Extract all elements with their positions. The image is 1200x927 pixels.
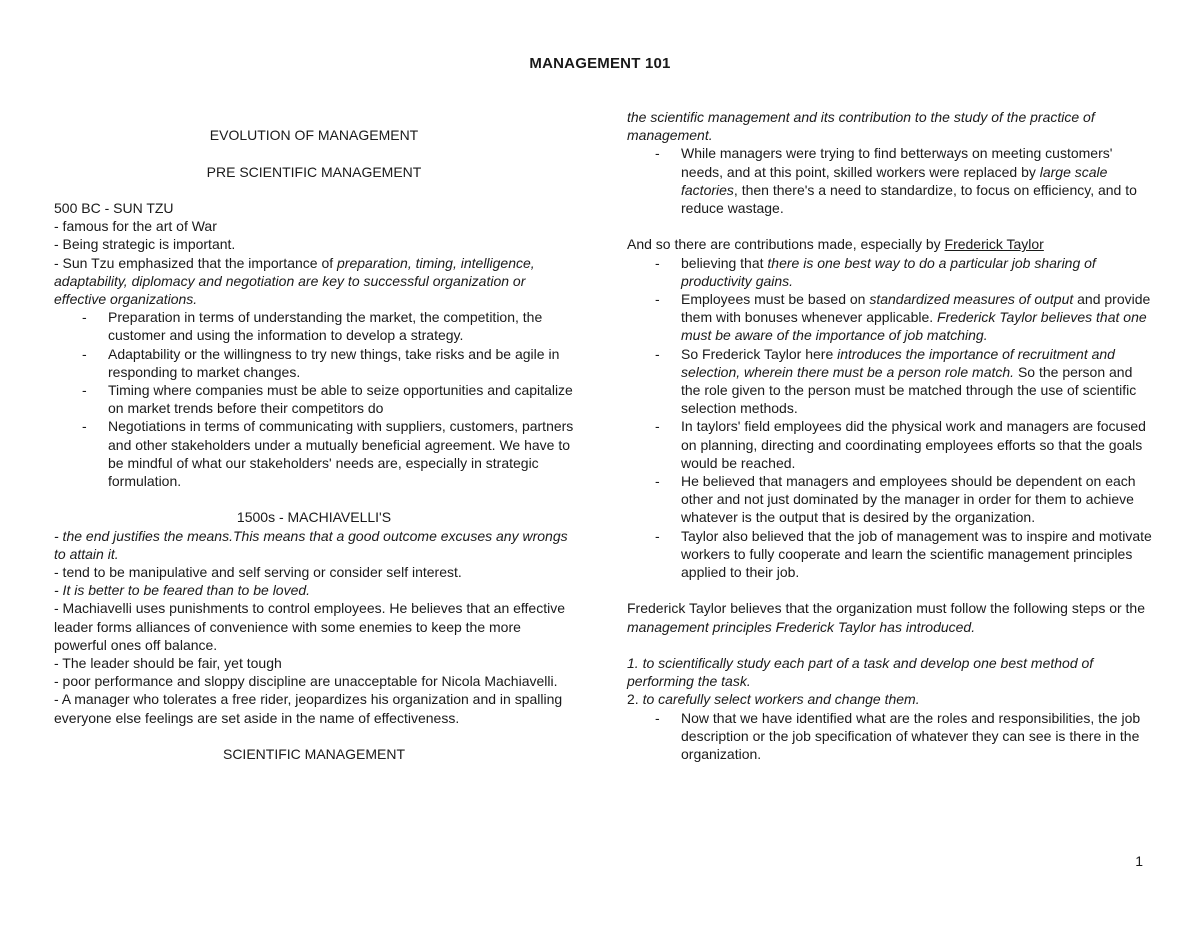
- step-1: [627, 654, 1152, 690]
- page-number: 1: [1135, 853, 1143, 869]
- list-item: - He believed that managers and employees should be dependent on each other and not just dominated by the manager in order for them to achieve whatever is the output that is desired by the organization.: [627, 472, 1152, 527]
- italic-span: - the end justifies the means.This means that a good outcome excuses any wrongs to attain it.: [54, 527, 568, 562]
- italic-span: large scale factories: [681, 163, 1108, 198]
- text-span: , then there's a need to standardize, to focus on efficiency, and to reduce wastage.: [681, 181, 1137, 217]
- text-span: and provide them with bonuses whenever applicable.: [681, 291, 1151, 326]
- sun-tzu-line: - famous for the art of War: [54, 218, 217, 235]
- text-span: And so there are contributions made, especially by: [627, 236, 945, 253]
- sun-tzu-emphasis: [54, 254, 574, 309]
- sun-tzu-line: - Being strategic is important.: [54, 236, 236, 253]
- list-item: - Adaptability or the willingness to try new things, take risks and be agile in responding to market changes.: [54, 345, 574, 381]
- taylor-bullets: [627, 254, 1152, 582]
- list-item: - Taylor also believed that the job of management was to inspire and motivate workers to fully cooperate and learn the scientific management principles applied to their job.: [627, 527, 1152, 582]
- italic-span: introduces the importance of recruitment and selection, wherein there must be a person role match.: [681, 345, 1115, 380]
- heading-sun-tzu: 500 BC - SUN TZU: [54, 199, 174, 216]
- list-item: - Now that we have identified what are the roles and responsibilities, the job description or the job specification of whatever they can see is there in the organization.: [627, 709, 1152, 764]
- italic-span: there is one best way to do a particular job sharing of productivity gains.: [681, 254, 1096, 289]
- machiavelli-line: [54, 527, 574, 563]
- list-item: - Timing where companies must be able to seize opportunities and capitalize on market trends before their competitors do: [54, 381, 574, 417]
- machiavelli-line: - The leader should be fair, yet tough: [54, 655, 282, 672]
- machiavelli-line: - poor performance and sloppy discipline are unacceptable for Nicola Machiavelli.: [54, 673, 558, 690]
- step-2-bullets: [627, 709, 1152, 764]
- list-item: [627, 345, 1152, 418]
- italic-span: 1. to scientifically study each part of a task and develop one best method of performing the task.: [627, 655, 1094, 690]
- taylor-paragraph: [627, 235, 1152, 253]
- intro-bullets: [627, 144, 1152, 217]
- document-title: MANAGEMENT 101: [529, 55, 671, 72]
- text-span: believing that: [681, 254, 768, 271]
- italic-span: standardized measures of output: [869, 291, 1074, 308]
- principles-paragraph: [627, 599, 1152, 635]
- list-item: [627, 144, 1152, 217]
- italic-span: Frederick Taylor believes that one must be aware of the importance of job matching.: [681, 309, 1147, 344]
- machiavelli-line: - tend to be manipulative and self serving or consider self interest.: [54, 564, 462, 581]
- heading-evolution: EVOLUTION OF MANAGEMENT: [209, 127, 419, 144]
- machiavelli-line: - A manager who tolerates a free rider, jeopardizes his organization and in spalling everyone else feelings are set aside in the name of effectiveness.: [54, 691, 563, 726]
- text-span: So Frederick Taylor here: [681, 345, 838, 362]
- text-span: 2.: [627, 691, 643, 708]
- italic-span: preparation, timing, intelligence, adaptability, diplomacy and negotiation are key to successful organization or effective organizations.: [54, 254, 535, 307]
- list-item: - In taylors' field employees did the physical work and managers are focused on planning, directing and coordinating employees efforts so that the goals would be reached.: [627, 417, 1152, 472]
- intro-paragraph: [627, 108, 1152, 144]
- list-item: - Preparation in terms of understanding the market, the competition, the customer and using the information to develop a strategy.: [54, 308, 574, 344]
- text-span: Frederick Taylor believes that the organization must follow the following steps or the: [627, 600, 1146, 617]
- italic-span: the scientific management and its contribution to the study of the practice of management.: [627, 109, 1095, 144]
- text-span: So the person and the role given to the person must be matched through the use of scientific selection methods.: [681, 363, 1137, 417]
- italic-span: - It is better to be feared than to be loved.: [54, 582, 311, 599]
- taylor-name: Frederick Taylor: [944, 236, 1044, 253]
- sun-tzu-bullets: [54, 308, 574, 490]
- right-column: [627, 108, 1152, 763]
- list-item: [627, 254, 1152, 290]
- text-span: While managers were trying to find betterways on meeting customers' needs, and at this point, skilled workers were replaced by: [681, 145, 1113, 180]
- left-column: [54, 108, 574, 763]
- italic-span: management principles Frederick Taylor has introduced.: [627, 618, 976, 635]
- step-2: [627, 690, 1152, 708]
- list-item: [627, 290, 1152, 345]
- italic-span: to carefully select workers and change them.: [642, 691, 920, 708]
- text-span: Employees must be based on: [681, 291, 870, 308]
- machiavelli-line: [54, 581, 574, 599]
- text-span: - Sun Tzu emphasized that the importance of: [54, 254, 338, 271]
- heading-machiavelli: 1500s - MACHIAVELLI'S: [236, 509, 392, 526]
- machiavelli-line: - Machiavelli uses punishments to control employees. He believes that an effective leader forms alliances of convenience with some enemies to keep the more powerful ones off balance.: [54, 600, 566, 653]
- list-item: - Negotiations in terms of communicating with suppliers, customers, partners and other stakeholders under a mutually beneficial agreement. We have to be mindful of what our stakeholders' needs are, especially in strategic formulation.: [54, 417, 574, 490]
- heading-scientific: SCIENTIFIC MANAGEMENT: [222, 746, 405, 763]
- heading-pre-scientific: PRE SCIENTIFIC MANAGEMENT: [206, 163, 422, 180]
